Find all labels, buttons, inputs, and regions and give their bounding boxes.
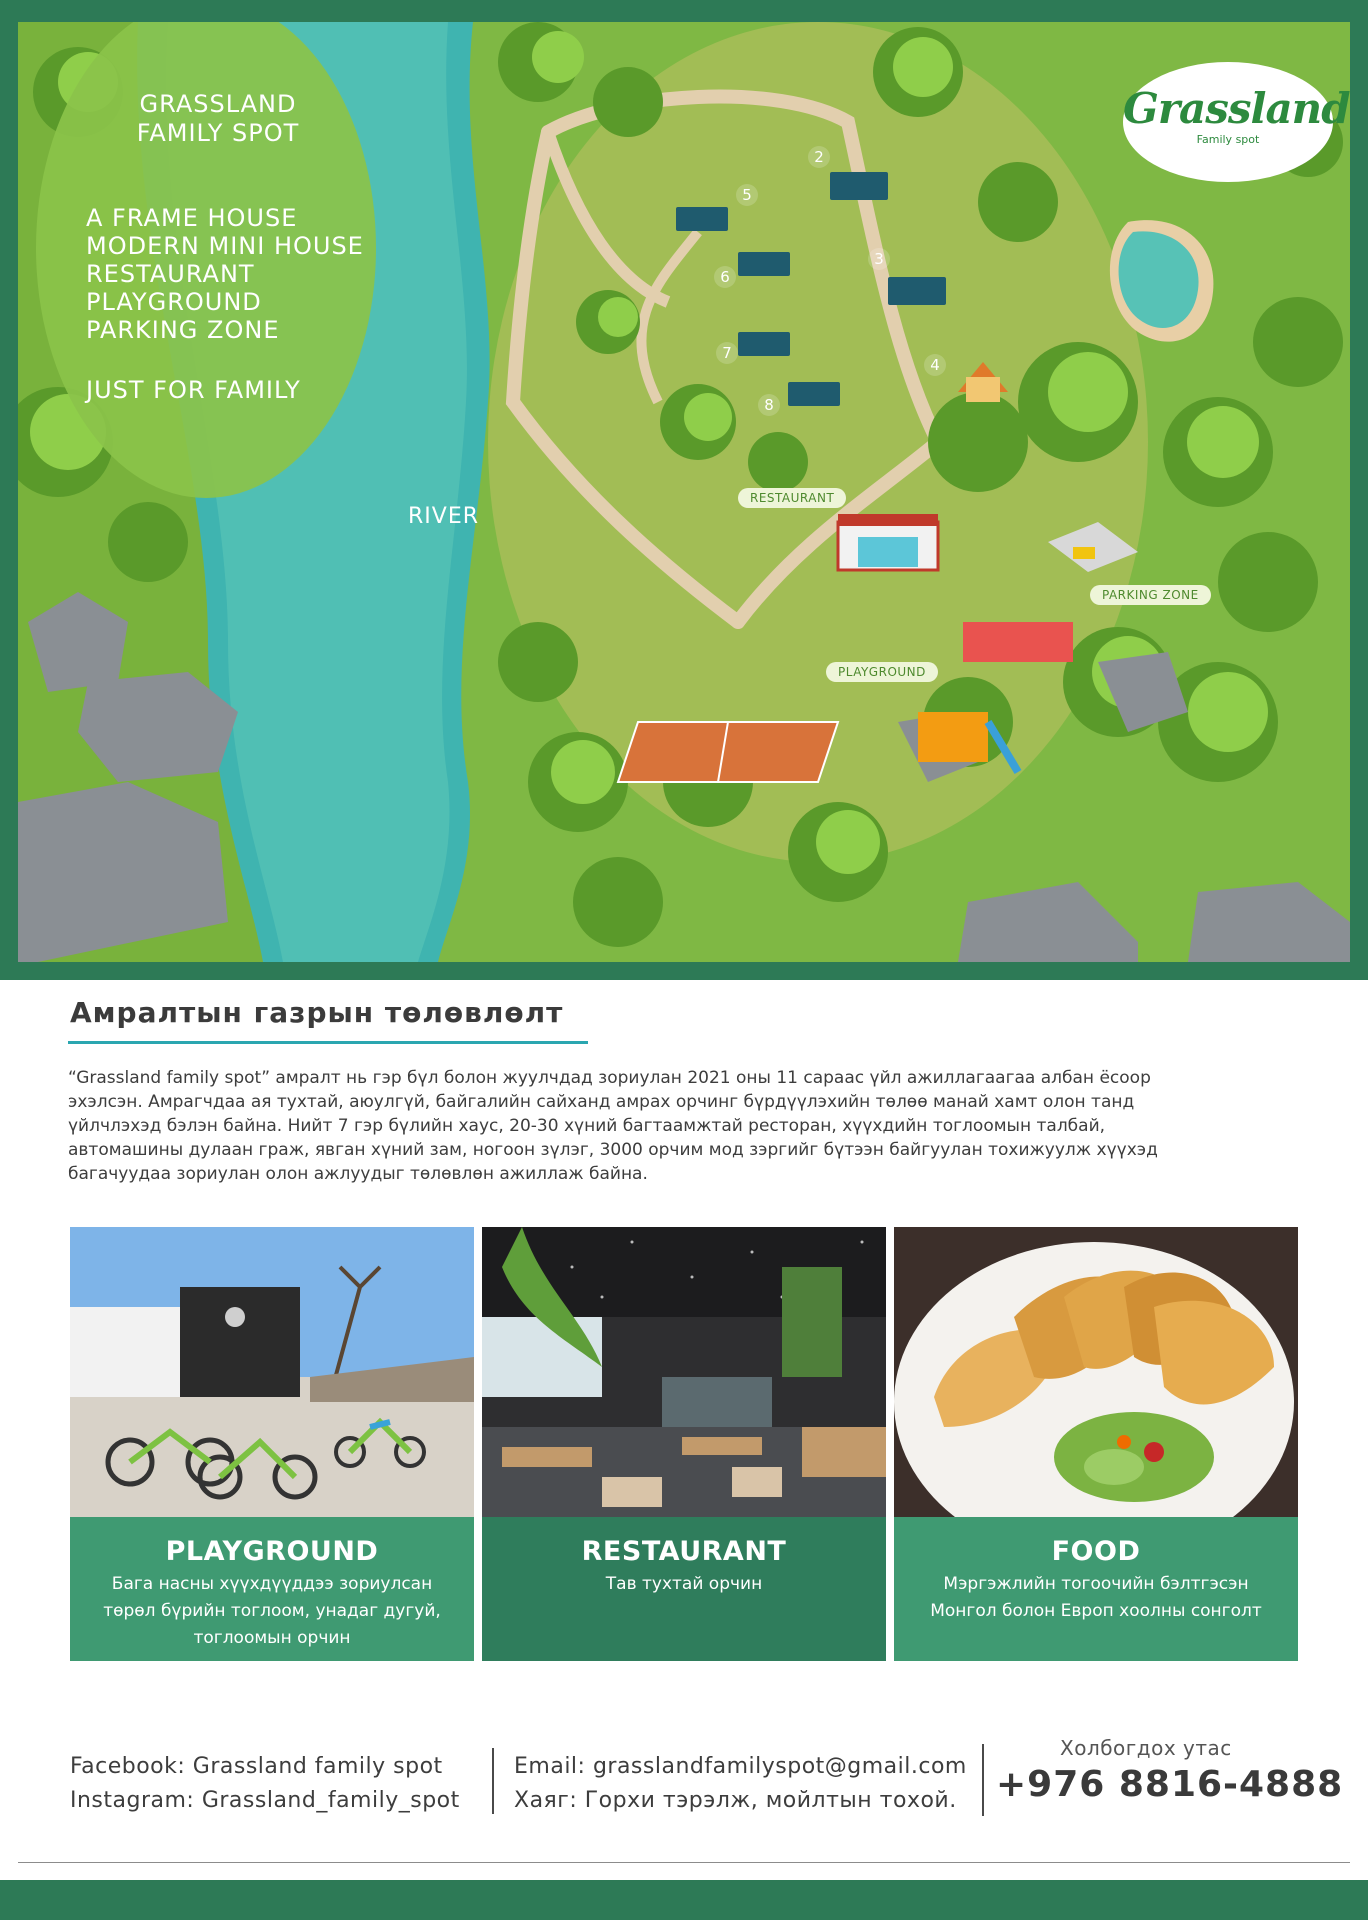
logo-subtitle: Family spot: [1196, 133, 1260, 146]
phone-label: Холбогдох утас: [1060, 1736, 1232, 1760]
amenity-list: [86, 204, 364, 344]
playground-photo: [70, 1227, 474, 1517]
restaurant-photo: [482, 1227, 886, 1517]
facebook-link[interactable]: Facebook: Grassland family spot: [70, 1754, 443, 1779]
oval-title: [118, 90, 318, 148]
amenity-item: PLAYGROUND: [86, 288, 262, 316]
house-number-2: 2: [808, 146, 830, 168]
amenity-item: A FRAME HOUSE: [86, 204, 298, 232]
card-title: PLAYGROUND: [165, 1536, 379, 1567]
card-title: RESTAURANT: [581, 1536, 787, 1567]
amenity-item: MODERN MINI HOUSE: [86, 232, 364, 260]
map-illustration: [18, 22, 1350, 962]
card-description: Бага насны хүүхдүүддээ зориулсан төрөл бүрийн тоглоом, унадаг дугуй, тоглоомын орчин: [103, 1574, 441, 1648]
parking-zone-label: PARKING ZONE: [1090, 585, 1211, 605]
footer-divider: [492, 1748, 494, 1814]
footer-divider: [982, 1744, 984, 1816]
house-number-5: 5: [736, 184, 758, 206]
amenity-item: PARKING ZONE: [86, 316, 280, 344]
email-address-block: [514, 1750, 967, 1818]
house-number-8: 8: [758, 394, 780, 416]
intro-paragraph: “Grassland family spot” амралт нь гэр бүл болон жуулчдад зориулан 2021 оны 11 сараас үйл ажиллагаагаа албан ёсоор эхэлсэн. Амрагчдаа ая тухтай, аюулгүй, байгалийн сайханд амрах орчинг бүрдүүлэхийн төлөө манай хамт олон танд үйлчлэхэд бэлэн байна. Нийт 7 гэр бүлийн хаус, 20-30 хүний багтаамжтай ресторан, хүүхдийн тоглоомын талбай, автомашины дулаан граж, явган хүний зам, ногоон зүлэг, 3000 орчим мод зэргийг бүтээн байгуулан тохижуулж хүүхэд багачуудаа зориулан олон ажлуудыг төлөвлөн ажиллаж байна.: [68, 1068, 1158, 1184]
food-card-body: [894, 1517, 1298, 1661]
bottom-rule: [18, 1862, 1350, 1863]
address-text: Хаяг: Горхи тэрэлж, мойлтын тохой.: [514, 1788, 957, 1813]
email-link[interactable]: Email: grasslandfamilyspot@gmail.com: [514, 1754, 967, 1779]
oval-tagline: JUST FOR FAMILY: [86, 376, 301, 404]
card-description: Тав тухтай орчин: [605, 1574, 763, 1594]
house-number-4: 4: [924, 354, 946, 376]
social-contacts: [70, 1750, 460, 1818]
house-number-7: 7: [716, 342, 738, 364]
bottom-bar: [0, 1880, 1368, 1920]
section-heading: Амралтын газрын төлөвлөлт: [70, 996, 564, 1029]
food-photo: [894, 1227, 1298, 1517]
card-food: [894, 1227, 1298, 1661]
oval-title-line-2: FAMILY SPOT: [136, 119, 300, 147]
feature-cards: [70, 1227, 1300, 1661]
house-number-6: 6: [714, 266, 736, 288]
card-description: Мэргэжлийн тогоочийн бэлтгэсэн Монгол болон Европ хоолны сонголт: [930, 1574, 1262, 1621]
amenity-item: RESTAURANT: [86, 260, 255, 288]
heading-underline: [68, 1041, 588, 1044]
resort-map: [18, 22, 1350, 962]
card-title: FOOD: [1051, 1536, 1141, 1567]
phone-number[interactable]: +976 8816-4888: [996, 1764, 1344, 1805]
river-label: RIVER: [408, 504, 480, 529]
card-playground: [70, 1227, 474, 1661]
card-restaurant: [482, 1227, 886, 1661]
restaurant-label: RESTAURANT: [738, 488, 846, 508]
playground-card-body: [70, 1517, 474, 1661]
house-number-3: 3: [868, 248, 890, 270]
instagram-link[interactable]: Instagram: Grassland_family_spot: [70, 1788, 460, 1813]
playground-label: PLAYGROUND: [826, 662, 938, 682]
grassland-logo: [1123, 62, 1350, 182]
restaurant-card-body: [482, 1517, 886, 1661]
logo-name: Grassland: [1123, 84, 1350, 133]
oval-title-line-1: GRASSLAND: [139, 90, 297, 118]
